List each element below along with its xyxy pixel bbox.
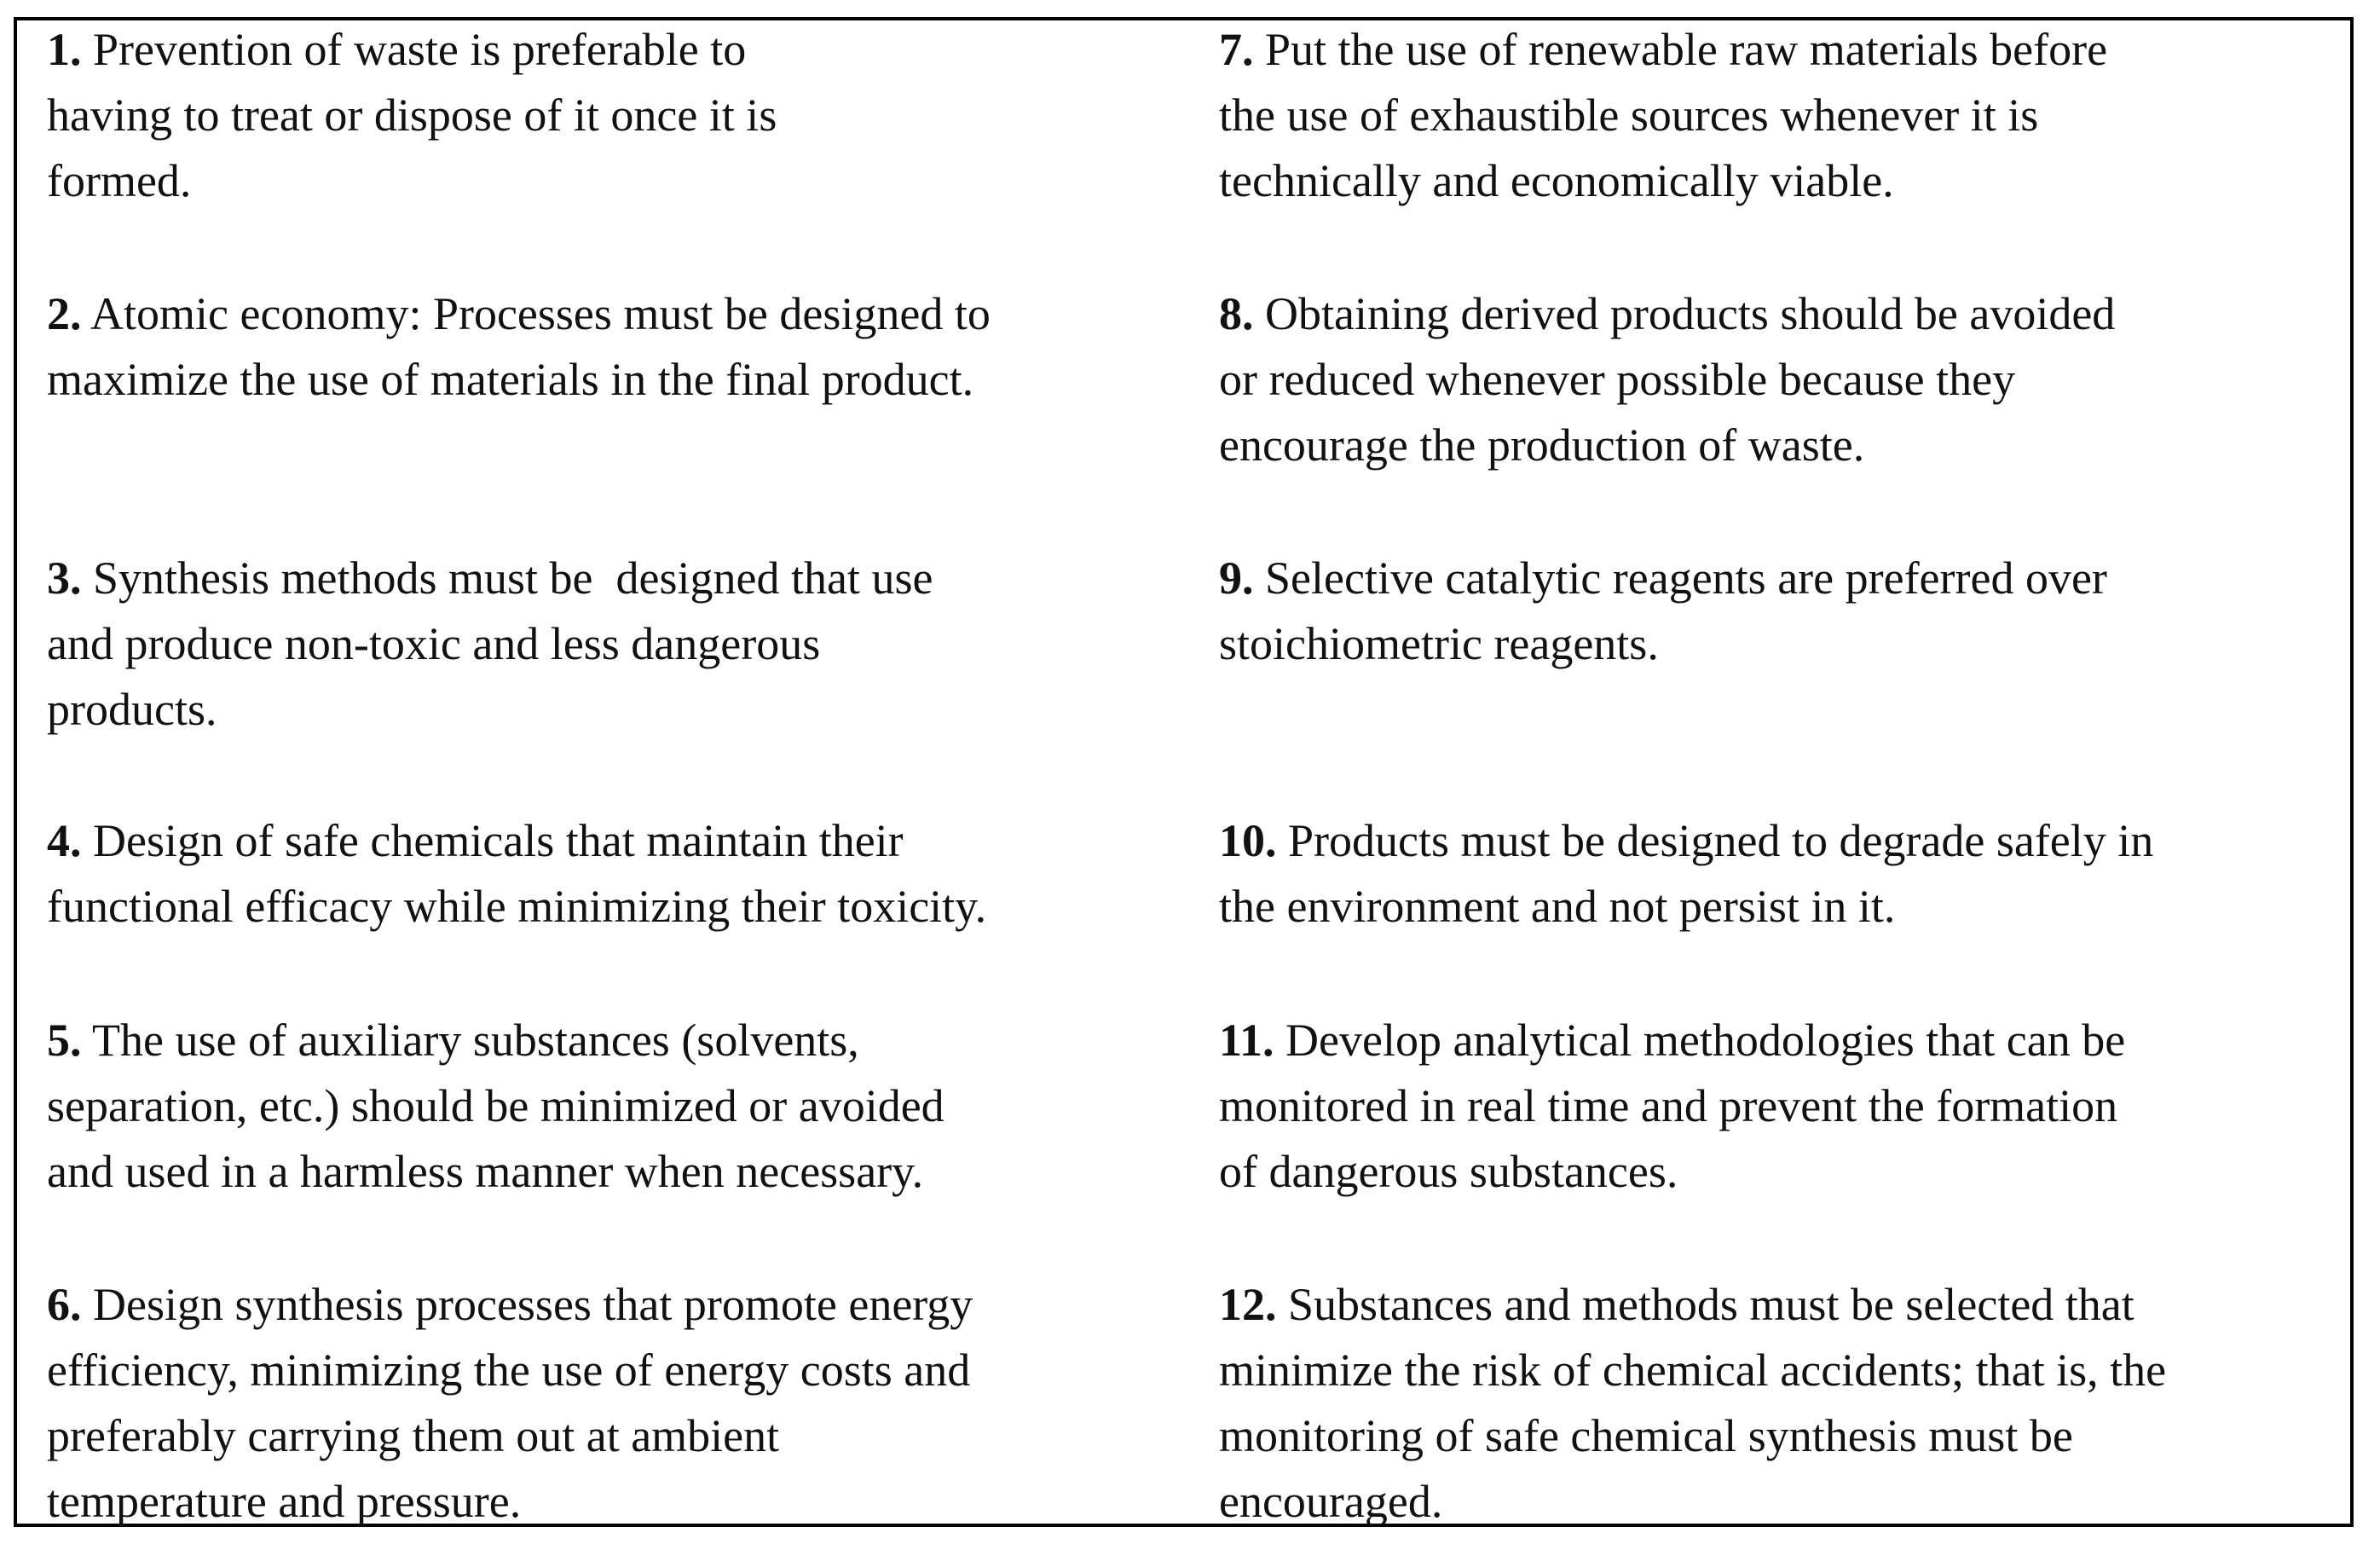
principle-text-line: separation, etc.) should be minimized or avoided xyxy=(47,1080,944,1131)
principle-text-line: Prevention of waste is preferable to xyxy=(93,24,747,75)
principle-text-line: encouraged. xyxy=(1219,1476,1443,1527)
principle-text-line: The use of auxiliary substances (solvents, xyxy=(92,1015,859,1066)
principle-number: 6. xyxy=(47,1279,82,1330)
principle-text-line: the environment and not persist in it. xyxy=(1219,881,1896,932)
principle-number: 9. xyxy=(1219,552,1254,604)
principle-number: 3. xyxy=(47,552,82,604)
principle-text-line: Develop analytical methodologies that can be xyxy=(1285,1015,2126,1066)
principle-9 xyxy=(1219,546,2107,677)
principle-text-line: and used in a harmless manner when necessary. xyxy=(47,1146,924,1197)
principle-number: 2. xyxy=(47,288,82,339)
principle-text-line: Products must be designed to degrade safely in xyxy=(1288,815,2154,866)
principle-7 xyxy=(1219,17,2107,214)
principle-12 xyxy=(1219,1272,2166,1535)
principle-10 xyxy=(1219,808,2153,940)
principle-number: 5. xyxy=(47,1015,82,1066)
principle-text-line: stoichiometric reagents. xyxy=(1219,618,1659,669)
principle-text-line: temperature and pressure. xyxy=(47,1476,522,1527)
principle-text-line: or reduced whenever possible because they xyxy=(1219,354,2016,405)
principle-text-line: efficiency, minimizing the use of energy costs and xyxy=(47,1345,971,1396)
principle-text-line: formed. xyxy=(47,155,192,206)
principle-number: 7. xyxy=(1219,24,1254,75)
principle-11 xyxy=(1219,1008,2125,1205)
principle-text-line: encourage the production of waste. xyxy=(1219,419,1865,471)
principle-text-line: monitoring of safe chemical synthesis must be xyxy=(1219,1410,2073,1461)
principle-text-line: of dangerous substances. xyxy=(1219,1146,1678,1197)
principle-text-line: Selective catalytic reagents are preferred over xyxy=(1265,552,2107,604)
principle-6 xyxy=(47,1272,973,1535)
principle-4 xyxy=(47,808,986,940)
principle-text-line: maximize the use of materials in the final product. xyxy=(47,354,974,405)
principle-number: 4. xyxy=(47,815,82,866)
principle-text-line: and produce non-toxic and less dangerous xyxy=(47,618,821,669)
principle-number: 1. xyxy=(47,24,82,75)
principle-1 xyxy=(47,17,777,214)
principle-3 xyxy=(47,546,933,743)
principle-text-line: minimize the risk of chemical accidents; that is, the xyxy=(1219,1345,2167,1396)
principle-text-line: preferably carrying them out at ambient xyxy=(47,1410,780,1461)
principle-number: 12. xyxy=(1219,1279,1277,1330)
principle-text-line: products. xyxy=(47,684,217,735)
principle-text-line: Obtaining derived products should be avoided xyxy=(1265,288,2116,339)
principle-text-line: functional efficacy while minimizing their toxicity. xyxy=(47,881,987,932)
principle-number: 10. xyxy=(1219,815,1277,866)
principle-text-line: Atomic economy: Processes must be designed to xyxy=(90,288,991,339)
principle-8 xyxy=(1219,281,2115,478)
principle-5 xyxy=(47,1008,944,1205)
principle-text-line: Design of safe chemicals that maintain their xyxy=(93,815,904,866)
principle-text-line: Put the use of renewable raw materials before xyxy=(1265,24,2108,75)
principle-text-line: Substances and methods must be selected that xyxy=(1288,1279,2134,1330)
principle-2 xyxy=(47,281,991,413)
principle-text-line: Design synthesis processes that promote energy xyxy=(93,1279,973,1330)
principle-text-line: Synthesis methods must be designed that use xyxy=(93,552,933,604)
principle-text-line: monitored in real time and prevent the formation xyxy=(1219,1080,2118,1131)
principle-text-line: technically and economically viable. xyxy=(1219,155,1894,206)
principle-text-line: having to treat or dispose of it once it is xyxy=(47,90,777,141)
principle-number: 11. xyxy=(1219,1015,1274,1066)
principle-text-line: the use of exhaustible sources whenever it is xyxy=(1219,90,2039,141)
principle-number: 8. xyxy=(1219,288,1254,339)
